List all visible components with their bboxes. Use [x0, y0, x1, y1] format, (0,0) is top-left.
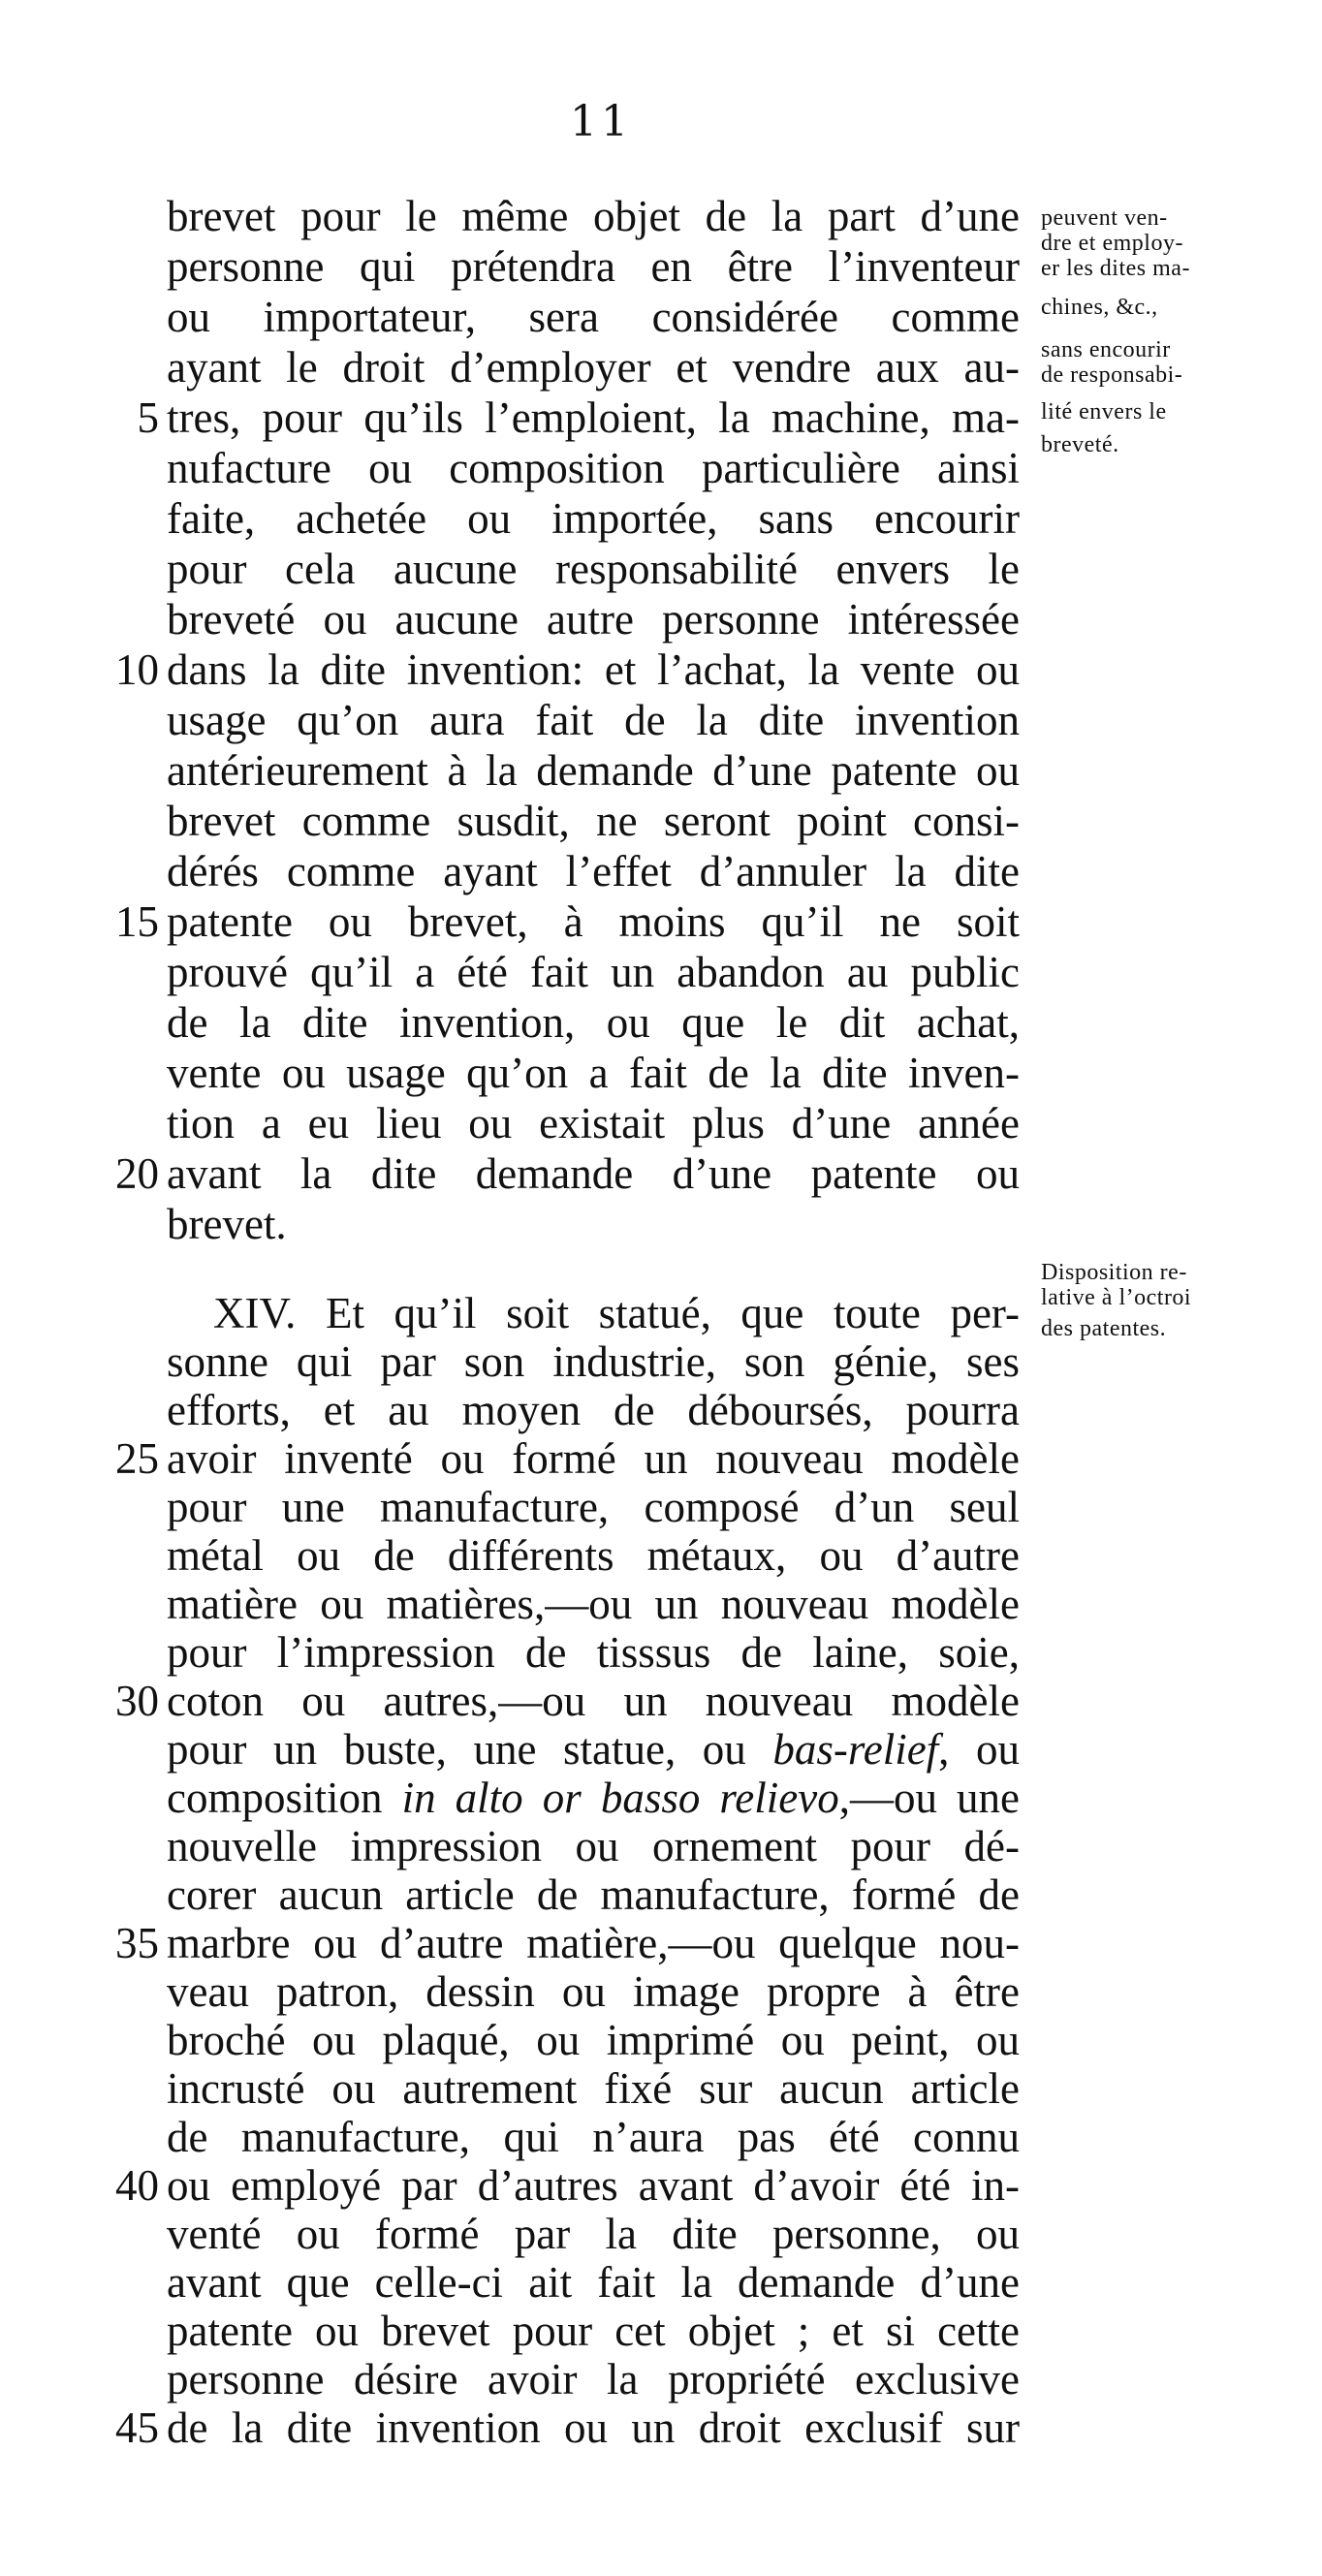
text-line: usage qu’on aura fait de la dite invention: [167, 696, 1020, 744]
text-line: patente ou brevet pour cet objet ; et si cette: [167, 2307, 1020, 2355]
text-line: efforts, et au moyen de déboursés, pourra: [167, 1386, 1020, 1434]
text-line: ou importateur, sera considérée comme: [167, 293, 1020, 341]
text-line: incrusté ou autrement fixé sur aucun article: [167, 2064, 1020, 2113]
margin-note-line: Disposition re-: [1041, 1260, 1187, 1285]
text-line: personne désire avoir la propriété exclusive: [167, 2355, 1020, 2403]
text-segment: ,—ou une: [838, 1774, 1021, 1822]
line-number: 30: [115, 1677, 159, 1725]
text-line: dérés comme ayant l’effet d’annuler la dite: [167, 847, 1020, 895]
text-line: ou employé par d’autres avant d’avoir été in-: [167, 2161, 1020, 2210]
margin-note-line: dre et employ-: [1041, 231, 1183, 256]
text-line: avant la dite demande d’une patente ou: [167, 1149, 1020, 1198]
text-line: tion a eu lieu ou existait plus d’une année: [167, 1099, 1020, 1147]
text-line-mixed: [167, 1774, 1020, 1822]
text-line-mixed: [167, 1725, 1020, 1774]
text-line: brevet.: [167, 1200, 287, 1248]
line-number: 15: [115, 897, 159, 946]
line-number: 45: [115, 2403, 159, 2452]
text-line: pour une manufacture, composé d’un seul: [167, 1483, 1020, 1531]
text-line: de la dite invention, ou que le dit achat,: [167, 998, 1020, 1047]
text-line: pour l’impression de tisssus de laine, soie,: [167, 1628, 1020, 1677]
text-line: brevet pour le même objet de la part d’une: [167, 192, 1020, 240]
text-line: matière ou matières,—ou un nouveau modèle: [167, 1580, 1020, 1628]
text-line: faite, achetée ou importée, sans encourir: [167, 494, 1020, 543]
text-line: coton ou autres,—ou un nouveau modèle: [167, 1677, 1020, 1725]
margin-note-line: sans encourir: [1041, 337, 1171, 362]
text-segment: pour un buste, une statue, ou: [167, 1725, 773, 1774]
text-line: dans la dite invention: et l’achat, la vente ou: [167, 645, 1020, 694]
text-line: nufacture ou composition particulière ainsi: [167, 444, 1020, 492]
text-line: ayant le droit d’employer et vendre aux au-: [167, 343, 1020, 392]
text-line: brevet comme susdit, ne seront point consi-: [167, 797, 1020, 845]
margin-note-line: lative à l’octroi: [1041, 1285, 1192, 1310]
line-number: 35: [115, 1919, 159, 1967]
margin-note-line: chines, &c.,: [1041, 295, 1158, 320]
line-number: 20: [115, 1149, 159, 1198]
line-number: 40: [115, 2161, 159, 2210]
text-line: tres, pour qu’ils l’emploient, la machine, ma-: [167, 393, 1020, 442]
text-line: marbre ou d’autre matière,—ou quelque nou-: [167, 1919, 1020, 1967]
text-line: de manufacture, qui n’aura pas été connu: [167, 2113, 1020, 2161]
text-line: antérieurement à la demande d’une patente ou: [167, 746, 1020, 795]
text-line: nouvelle impression ou ornement pour dé-: [167, 1822, 1020, 1870]
text-line: métal ou de différents métaux, ou d’autre: [167, 1531, 1020, 1580]
text-line: breveté ou aucune autre personne intéressée: [167, 595, 1020, 644]
text-line: broché ou plaqué, ou imprimé ou peint, ou: [167, 2016, 1020, 2064]
text-line: avoir inventé ou formé un nouveau modèle: [167, 1434, 1020, 1483]
text-line: pour cela aucune responsabilité envers le: [167, 545, 1020, 593]
text-line: de la dite invention ou un droit exclusif sur: [167, 2403, 1020, 2452]
italic-term: bas-relief: [772, 1725, 939, 1774]
page-number: 11: [570, 97, 632, 146]
text-line: veau patron, dessin ou image propre à être: [167, 1967, 1020, 2016]
margin-note-line: breveté.: [1041, 432, 1119, 457]
text-line: prouvé qu’il a été fait un abandon au public: [167, 948, 1020, 996]
margin-note-line: lité envers le: [1041, 399, 1167, 424]
text-line: vente ou usage qu’on a fait de la dite inven-: [167, 1049, 1020, 1097]
section-heading-line: XIV. Et qu’il soit statué, que toute per-: [213, 1289, 1020, 1337]
margin-note-line: des patentes.: [1041, 1316, 1167, 1341]
margin-note-line: de responsabi-: [1041, 362, 1183, 388]
text-line: sonne qui par son industrie, son génie, ses: [167, 1337, 1020, 1386]
text-line: avant que celle-ci ait fait la demande d’une: [167, 2258, 1020, 2307]
margin-note-line: peuvent ven-: [1041, 205, 1168, 231]
line-number: 10: [115, 645, 159, 694]
text-line: personne qui prétendra en être l’inventeur: [167, 242, 1020, 291]
margin-note-line: er les dites ma-: [1041, 256, 1190, 281]
text-segment: composition: [167, 1774, 402, 1822]
text-line: patente ou brevet, à moins qu’il ne soit: [167, 897, 1020, 946]
line-number: 5: [137, 393, 159, 442]
text-line: corer aucun article de manufacture, formé de: [167, 1870, 1020, 1919]
italic-term: in alto or basso relievo: [401, 1774, 839, 1822]
text-segment: , ou: [938, 1725, 1020, 1774]
text-line: venté ou formé par la dite personne, ou: [167, 2210, 1020, 2258]
line-number: 25: [115, 1434, 159, 1483]
